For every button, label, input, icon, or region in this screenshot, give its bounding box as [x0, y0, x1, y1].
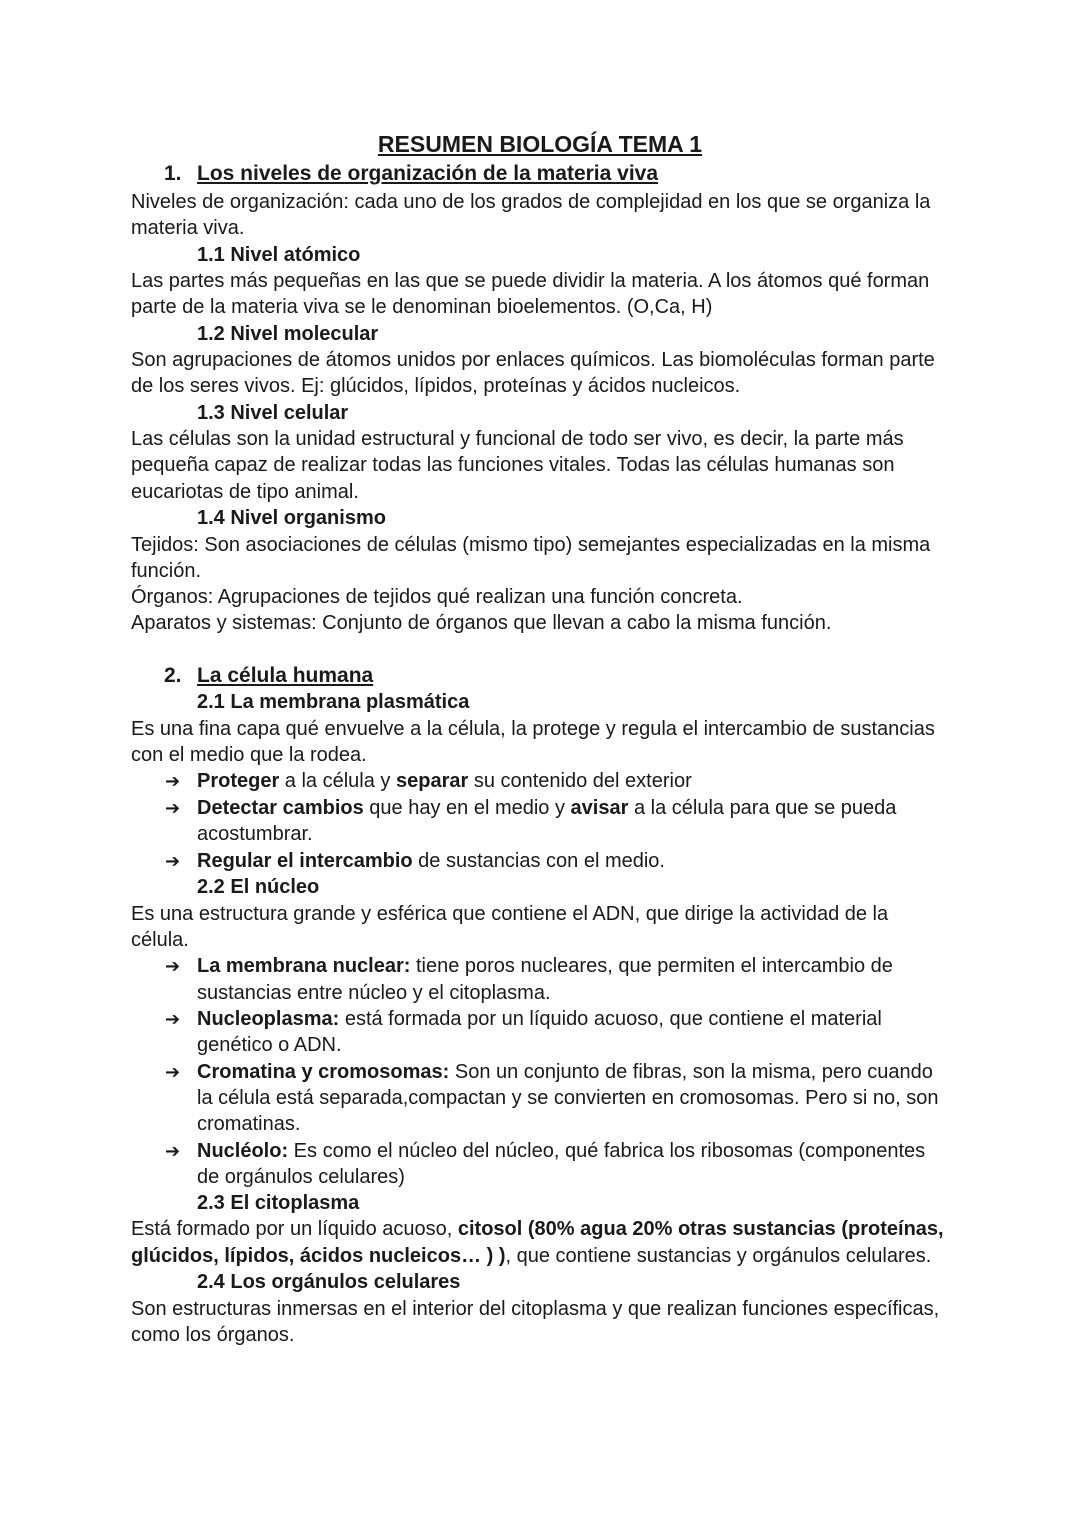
subsection-heading: 1.4 Nivel organismo	[197, 507, 386, 529]
paragraph-line: Órganos: Agrupaciones de tejidos qué realizan una función concreta.	[131, 586, 743, 608]
section-1-heading	[164, 161, 658, 187]
paragraph-line: Está formado por un líquido acuoso, citosol (80% agua 20% otras sustancias (proteínas,	[131, 1218, 944, 1240]
section-title: Los niveles de organización de la materia viva	[197, 162, 659, 185]
paragraph-line: pequeña capaz de realizar todas las funciones vitales. Todas las células humanas son	[131, 454, 895, 476]
paragraph-line: Son agrupaciones de átomos unidos por enlaces químicos. Las biomoléculas forman parte	[131, 349, 935, 371]
bullet-item: La membrana nuclear: tiene poros nucleares, que permiten el intercambio de	[197, 955, 893, 977]
bullet-item-continued: la célula está separada,compactan y se convierten en cromosomas. Pero si no, son	[197, 1087, 939, 1109]
bullet-item: Cromatina y cromosomas: Son un conjunto de fibras, son la misma, pero cuando	[197, 1061, 933, 1083]
paragraph-line: Aparatos y sistemas: Conjunto de órganos que llevan a cabo la misma función.	[131, 612, 832, 634]
bullet-item: Nucleoplasma: está formada por un líquido acuoso, que contiene el material	[197, 1008, 882, 1030]
bullet-item-continued: sustancias entre núcleo y el citoplasma.	[197, 982, 551, 1004]
bullet-item: Nucléolo: Es como el núcleo del núcleo, qué fabrica los ribosomas (componentes	[197, 1140, 926, 1162]
paragraph-line: glúcidos, lípidos, ácidos nucleicos… ) ), que contiene sustancias y orgánulos celulares.	[131, 1245, 932, 1267]
section-title: La célula humana	[197, 664, 374, 687]
bullet-arrow-icon: ➔	[165, 1009, 181, 1029]
paragraph-line: materia viva.	[131, 217, 245, 239]
paragraph-line: parte de la materia viva se le denominan bioelementos. (O,Ca, H)	[131, 296, 713, 318]
bullet-item-continued: genético o ADN.	[197, 1034, 342, 1056]
bullet-arrow-icon: ➔	[165, 956, 181, 976]
document-title: RESUMEN BIOLOGÍA TEMA 1	[377, 131, 703, 157]
section-2-heading	[164, 663, 373, 689]
bullet-item: Regular el intercambio de sustancias con el medio.	[197, 850, 665, 872]
subsection-heading: 1.2 Nivel molecular	[197, 323, 379, 345]
subsection-heading: 2.1 La membrana plasmática	[197, 691, 470, 713]
paragraph-line: Las partes más pequeñas en las que se puede dividir la materia. A los átomos qué forman	[131, 270, 930, 292]
paragraph-line: Las células son la unidad estructural y funcional de todo ser vivo, es decir, la parte más	[131, 428, 904, 450]
subsection-heading: 1.3 Nivel celular	[197, 402, 349, 424]
bullet-item: Proteger a la célula y separar su contenido del exterior	[197, 770, 692, 792]
subsection-heading: 1.1 Nivel atómico	[197, 244, 361, 266]
section-number: 2.	[164, 664, 182, 687]
bullet-arrow-icon: ➔	[165, 771, 181, 791]
paragraph-line: con el medio que la rodea.	[131, 744, 367, 766]
paragraph-line: Son estructuras inmersas en el interior del citoplasma y que realizan funciones específicas,	[131, 1298, 940, 1320]
subsection-heading: 2.4 Los orgánulos celulares	[197, 1271, 461, 1293]
bullet-arrow-icon: ➔	[165, 851, 181, 871]
paragraph-line: Niveles de organización: cada uno de los grados de complejidad en los que se organiza la	[131, 191, 931, 213]
bullet-item-continued: cromatinas.	[197, 1113, 301, 1135]
paragraph-line: función.	[131, 560, 202, 582]
paragraph-line: Es una estructura grande y esférica que contiene el ADN, que dirige la actividad de la	[131, 903, 889, 925]
bullet-item: Detectar cambios que hay en el medio y avisar a la célula para que se pueda	[197, 797, 897, 819]
paragraph-line: eucariotas de tipo animal.	[131, 481, 359, 503]
bullet-arrow-icon: ➔	[165, 798, 181, 818]
paragraph-line: de los seres vivos. Ej: glúcidos, lípidos, proteínas y ácidos nucleicos.	[131, 375, 741, 397]
subsection-heading: 2.2 El núcleo	[197, 876, 320, 898]
paragraph-line: Es una fina capa qué envuelve a la célula, la protege y regula el intercambio de sustancias	[131, 718, 935, 740]
paragraph-line: célula.	[131, 929, 189, 951]
bullet-item-continued: de orgánulos celulares)	[197, 1166, 405, 1188]
bullet-arrow-icon: ➔	[165, 1062, 181, 1082]
section-number: 1.	[164, 162, 182, 185]
subsection-heading: 2.3 El citoplasma	[197, 1192, 360, 1214]
paragraph-line: Tejidos: Son asociaciones de células (mismo tipo) semejantes especializadas en la misma	[131, 534, 931, 556]
bullet-item-continued: acostumbrar.	[197, 823, 313, 845]
paragraph-line: como los órganos.	[131, 1324, 295, 1346]
bullet-arrow-icon: ➔	[165, 1141, 181, 1161]
